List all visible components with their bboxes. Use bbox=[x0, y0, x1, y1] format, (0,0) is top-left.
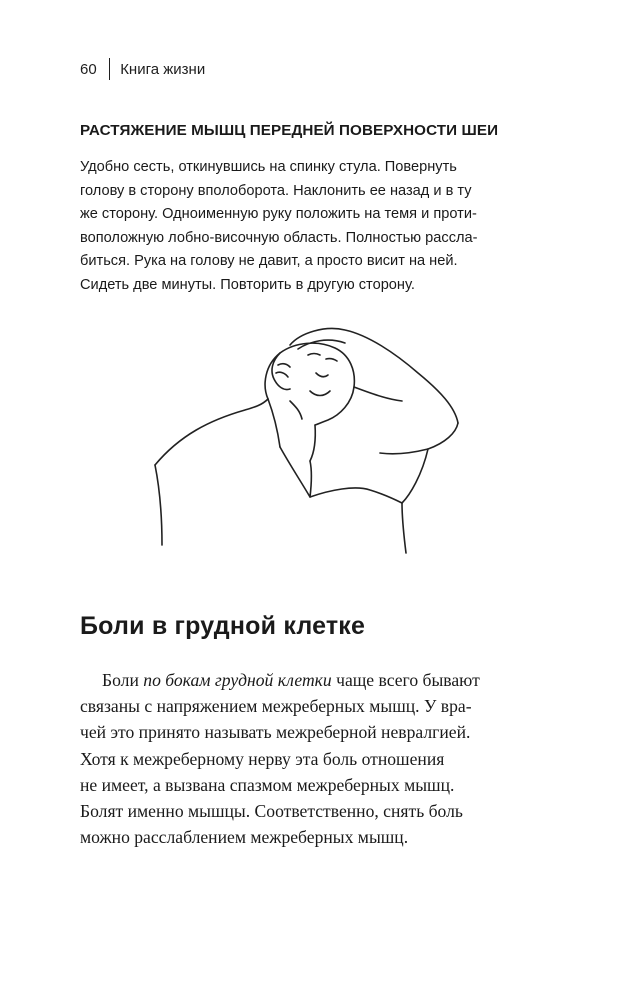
paragraph-line: связаны с напряжением межреберных мышц. У вра- bbox=[80, 696, 472, 717]
paragraph-line: Хотя к межреберному нерву эта боль отношения bbox=[80, 748, 445, 769]
exercise-instructions bbox=[80, 156, 560, 298]
running-head bbox=[80, 58, 205, 80]
chapter-heading: Боли в грудной клетке bbox=[80, 612, 366, 640]
book-title: Книга жизни bbox=[120, 60, 206, 78]
instruction-line: голову в сторону вполоборота. Наклонить ее назад и в ту bbox=[80, 182, 472, 199]
instruction-line: Удобно сесть, откинувшись на спинку стула. Повернуть bbox=[80, 159, 457, 175]
paragraph-line: чей это принято называть межреберной невралгией. bbox=[80, 722, 471, 743]
chapter-paragraph bbox=[80, 667, 550, 850]
instruction-line: же сторону. Одноименную руку положить на темя и проти- bbox=[80, 206, 477, 223]
paragraph-line-start: Боли bbox=[102, 670, 144, 690]
page-number: 60 bbox=[80, 60, 97, 78]
instruction-line: Сидеть две минуты. Повторить в другую сторону. bbox=[80, 276, 415, 293]
neck-stretch-figure-illustration bbox=[140, 315, 480, 555]
paragraph-line: не имеет, а вызвана спазмом межреберных мышц. bbox=[80, 774, 455, 795]
instruction-line: биться. Рука на голову не давит, а просто висит на ней. bbox=[80, 253, 458, 270]
paragraph-line-end: чаще всего бывают bbox=[331, 670, 480, 690]
paragraph-line: Болят именно мышцы. Соответственно, снять боль bbox=[80, 801, 463, 822]
paragraph-line bbox=[80, 667, 550, 693]
paragraph-line: можно расслаблением межреберных мышц. bbox=[80, 827, 409, 848]
exercise-heading: РАСТЯЖЕНИЕ МЫШЦ ПЕРЕДНЕЙ ПОВЕРХНОСТИ ШЕИ bbox=[80, 122, 499, 139]
running-head-divider bbox=[109, 58, 111, 80]
instruction-line: воположную лобно-височную область. Полностью рассла- bbox=[80, 229, 478, 246]
emphasized-phrase: по бокам грудной клетки bbox=[143, 670, 332, 690]
